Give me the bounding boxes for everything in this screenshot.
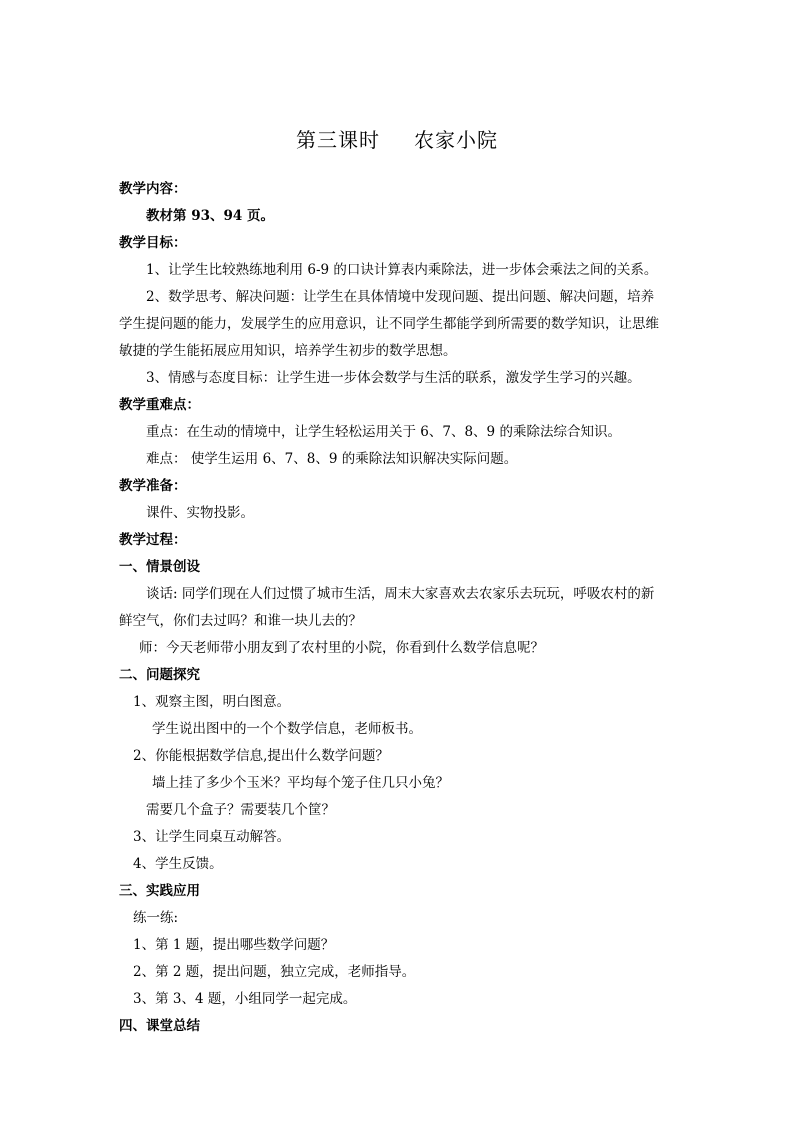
goal-2-line-1: 2、数学思考、解决问题：让学生在具体情境中发现问题、提出问题、解决问题，培养	[146, 289, 655, 305]
difficult-point: 难点： 使学生运用 6、7、8、9 的乘除法知识解决实际问题。	[146, 451, 518, 467]
part-2-heading: 二、问题探究	[119, 667, 200, 683]
step-1-detail: 学生说出图中的一个个数学信息，老师板书。	[152, 721, 422, 737]
part-3-heading: 三、实践应用	[119, 883, 200, 899]
goal-3: 3、情感与态度目标：让学生进一步体会数学与生活的联系，激发学生学习的兴趣。	[146, 370, 641, 386]
lesson-number: 第三课时	[296, 128, 380, 152]
prep-heading: 教学准备：	[119, 478, 187, 494]
part-4-heading: 四、课堂总结	[119, 1018, 200, 1034]
goal-2-line-3: 敏捷的学生能拓展应用知识，培养学生初步的数学思想。	[119, 343, 457, 359]
step-1: 1、观察主图，明白图意。	[133, 694, 291, 710]
content-heading: 教学内容：	[119, 181, 187, 197]
teacher-line: 师：今天老师带小朋友到了农村里的小院，你看到什么数学信息呢？	[139, 640, 544, 656]
goals-heading: 教学目标：	[119, 235, 187, 251]
goal-2-line-2: 学生提问题的能力，发展学生的应用意识，让不同学生都能学到所需要的数学知识，让思维	[119, 316, 659, 332]
prep-text: 课件、实物投影。	[146, 505, 254, 521]
practice-2: 2、第 2 题，提出问题，独立完成，老师指导。	[133, 964, 416, 980]
question-2: 需要几个盒子？需要装几个筐？	[146, 802, 335, 818]
page-title	[0, 124, 794, 153]
practice-label: 练一练:	[133, 910, 179, 926]
step-2: 2、你能根据数学信息,提出什么数学问题？	[133, 748, 389, 764]
talk-line-1: 谈话: 同学们现在人们过惯了城市生活，周末大家喜欢去农家乐去玩玩，呼吸农村的新	[146, 586, 655, 602]
practice-1: 1、第 1 题，提出哪些数学问题？	[133, 937, 335, 953]
talk-line-2: 鲜空气，你们去过吗？和谁一块儿去的？	[119, 613, 362, 629]
lesson-name: 农家小院	[414, 128, 498, 152]
process-heading: 教学过程：	[119, 532, 187, 548]
question-1: 墙上挂了多少个玉米？平均每个笼子住几只小兔？	[152, 775, 449, 791]
key-point: 重点：在生动的情境中，让学生轻松运用关于 6、7、8、9 的乘除法综合知识。	[146, 424, 621, 440]
step-4: 4、学生反馈。	[133, 856, 223, 872]
part-1-heading: 一、情景创设	[119, 559, 200, 575]
goal-1: 1、让学生比较熟练地利用 6-9 的口诀计算表内乘除法，进一步体会乘法之间的关系。	[146, 262, 658, 278]
step-3: 3、让学生同桌互动解答。	[133, 829, 291, 845]
content-text: 教材第 93、94 页。	[146, 208, 274, 224]
keypoints-heading: 教学重难点：	[119, 397, 200, 413]
practice-3: 3、第 3、4 题，小组同学一起完成。	[133, 991, 357, 1007]
